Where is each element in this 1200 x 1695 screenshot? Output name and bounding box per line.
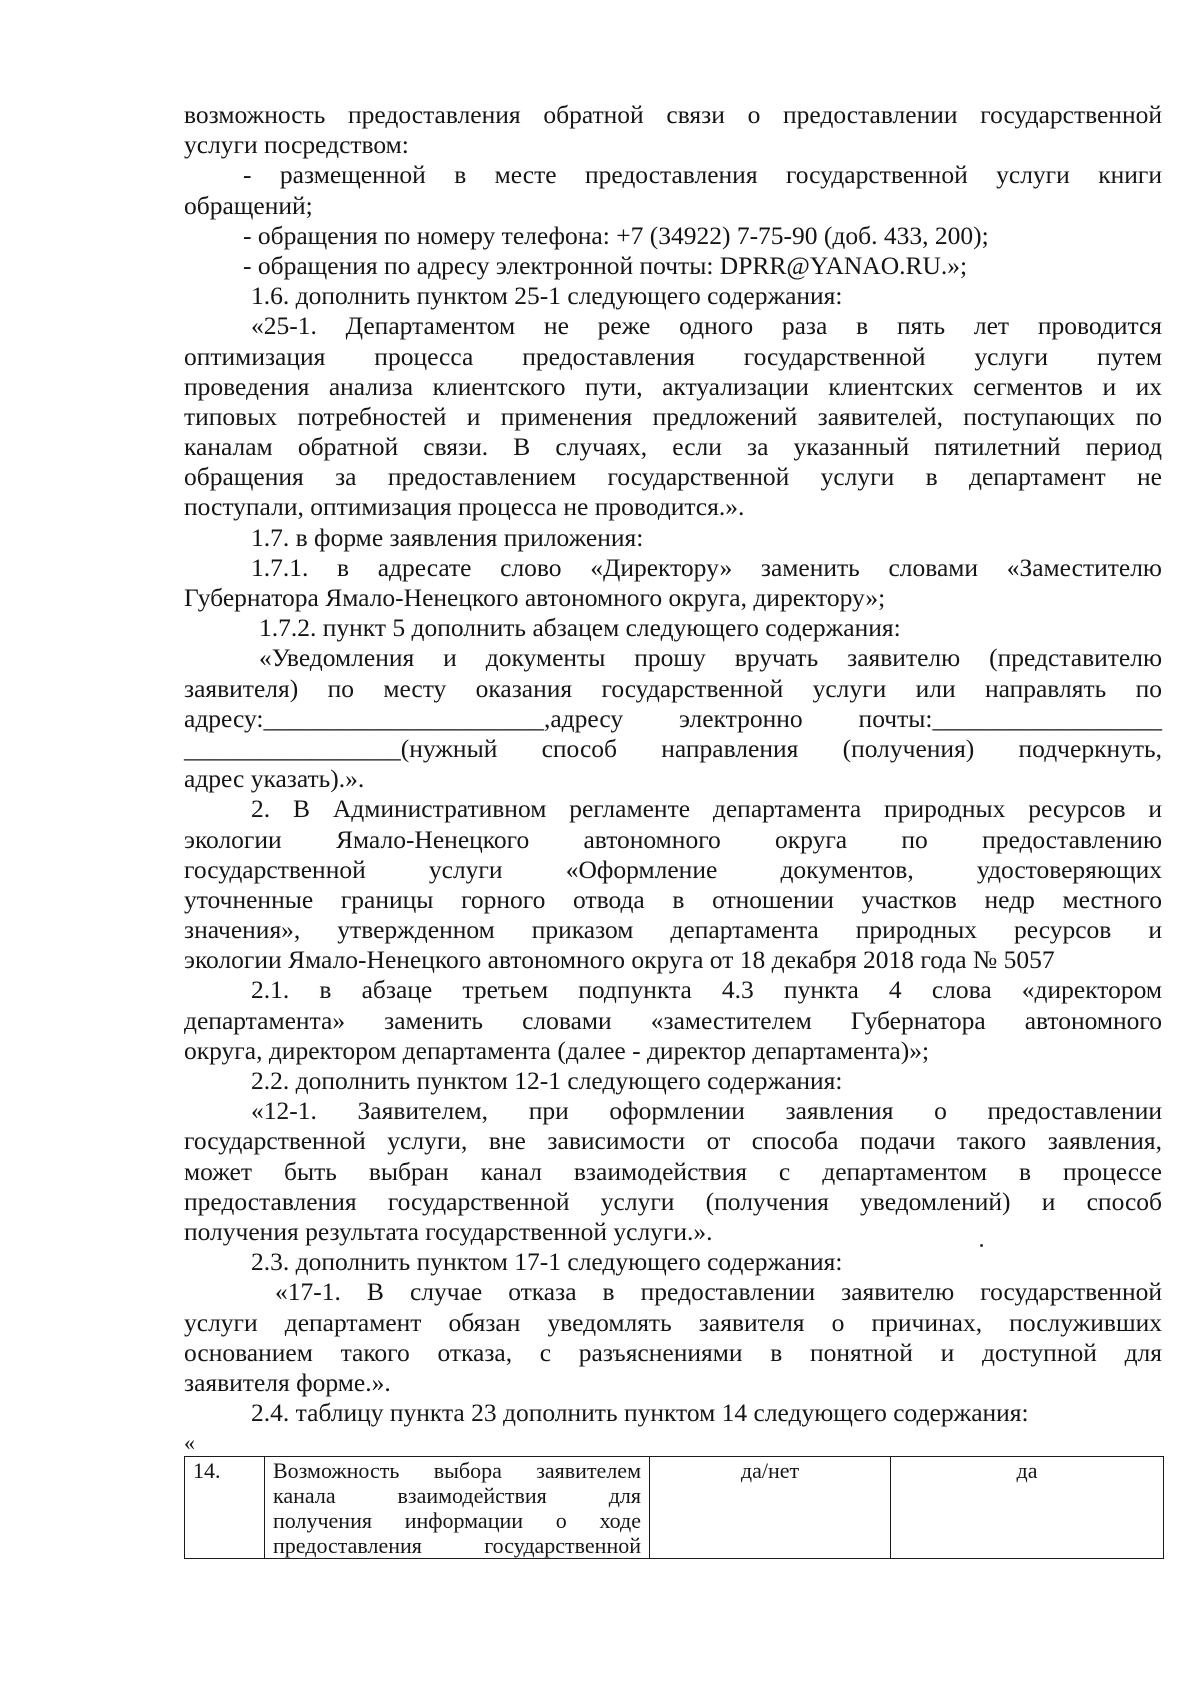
- text-line: государственной услуги «Оформление документов, удостоверяющих: [184, 854, 1162, 884]
- text-line: экологии Ямало-Ненецкого автономного округа по предоставлению: [184, 824, 1162, 854]
- text-line: основанием такого отказа, с разъяснениями в понятной и доступной для: [184, 1337, 1162, 1367]
- document-page: [184, 100, 1162, 1559]
- text-line: услуги посредством:: [184, 130, 409, 160]
- text-line: _________________(нужный способ направления (получения) подчеркнуть,: [184, 733, 1162, 763]
- text-line: «25-1. Департаментом не реже одного раза в пять лет проводится: [251, 311, 1162, 341]
- opening-quote-mark: «: [184, 1430, 195, 1456]
- text-line: 1.7.1. в адресате слово «Директору» заменить словами «Заместителю: [251, 552, 1162, 582]
- description-line: канала взаимодействия для: [273, 1483, 641, 1509]
- text-line: департамента» заменить словами «заместителем Губернатора автономного: [184, 1005, 1162, 1035]
- row-description-cell: [265, 1457, 650, 1559]
- text-line: может быть выбран канал взаимодействия с департаментом в процессе: [184, 1156, 1162, 1186]
- text-line: - обращения по адресу электронной почты: DPRR@YANAO.RU.»;: [243, 250, 968, 280]
- amendment-table: [184, 1456, 1164, 1559]
- text-line: 1.7.2. пункт 5 дополнить абзацем следующего содержания:: [259, 613, 901, 643]
- text-line: получения результата государственной услуги.».: [184, 1216, 713, 1246]
- text-line: 2.4. таблицу пункта 23 дополнить пунктом 14 следующего содержания:: [251, 1398, 1029, 1428]
- text-line: 2.3. дополнить пунктом 17-1 следующего содержания:: [251, 1247, 843, 1277]
- text-line: адресу:______________________,адресу электронно почты:__________________: [184, 703, 1162, 733]
- text-line: проведения анализа клиентского пути, актуализации клиентских сегментов и их: [184, 371, 1162, 401]
- scan-speck: [980, 1244, 983, 1247]
- text-line: государственной услуги, вне зависимости от способа подачи такого заявления,: [184, 1126, 1162, 1156]
- text-line: типовых потребностей и применения предложений заявителей, поступающих по: [184, 401, 1162, 431]
- text-line: оптимизация процесса предоставления государственной услуги путем: [184, 341, 1162, 371]
- text-line: 2.1. в абзаце третьем подпункта 4.3 пункта 4 слова «директором: [251, 975, 1162, 1005]
- text-line: - обращения по номеру телефона: +7 (34922) 7-75-90 (доб. 433, 200);: [243, 220, 989, 250]
- text-line: Губернатора Ямало-Ненецкого автономного округа, директору»;: [184, 583, 886, 612]
- text-line: поступали, оптимизация процесса не проводится.».: [184, 492, 745, 522]
- text-line: услуги департамент обязан уведомлять заявителя о причинах, послуживших: [184, 1307, 1162, 1337]
- text-line: предоставления государственной услуги (получения уведомлений) и способ: [184, 1186, 1162, 1216]
- description-line: получения информации о ходе: [273, 1508, 641, 1534]
- row-value-cell: да/нет: [650, 1457, 891, 1559]
- text-line: 1.6. дополнить пунктом 25-1 следующего содержания:: [251, 281, 843, 311]
- description-line: предоставления государственной: [273, 1533, 641, 1559]
- text-line: - размещенной в месте предоставления государственной услуги книги: [243, 160, 1162, 190]
- row-number-cell: 14.: [185, 1457, 265, 1559]
- text-line: адрес указать).».: [184, 764, 365, 794]
- text-line: «17-1. В случае отказа в предоставлении заявителю государственной: [275, 1277, 1162, 1307]
- text-line: заявителя форме.».: [184, 1367, 391, 1397]
- table-row: [185, 1457, 1164, 1559]
- text-line: 1.7. в форме заявления приложения:: [251, 522, 644, 552]
- text-line: обращений;: [184, 190, 313, 220]
- description-line: Возможность выбора заявителем: [273, 1458, 641, 1484]
- text-line: округа, директором департамента (далее - директор департамента)»;: [184, 1035, 930, 1065]
- row-answer-cell: да: [891, 1457, 1164, 1559]
- text-line: заявителя) по месту оказания государственной услуги или направлять по: [184, 673, 1162, 703]
- text-line: 2. В Административном регламенте департамента природных ресурсов и: [251, 794, 1162, 824]
- text-line: «12-1. Заявителем, при оформлении заявления о предоставлении: [251, 1096, 1162, 1126]
- text-line: экологии Ямало-Ненецкого автономного округа от 18 декабря 2018 года № 5057: [184, 945, 1055, 975]
- text-line: возможность предоставления обратной связи о предоставлении государственной: [184, 100, 1162, 129]
- text-line: «Уведомления и документы прошу вручать заявителю (представителю: [259, 643, 1162, 673]
- text-line: 2.2. дополнить пунктом 12-1 следующего содержания:: [251, 1066, 843, 1095]
- text-line: каналам обратной связи. В случаях, если за указанный пятилетний период: [184, 432, 1162, 462]
- text-line: обращения за предоставлением государственной услуги в департамент не: [184, 462, 1162, 492]
- text-line: уточненные границы горного отвода в отношении участков недр местного: [184, 884, 1162, 914]
- text-line: значения», утвержденном приказом департамента природных ресурсов и: [184, 915, 1162, 945]
